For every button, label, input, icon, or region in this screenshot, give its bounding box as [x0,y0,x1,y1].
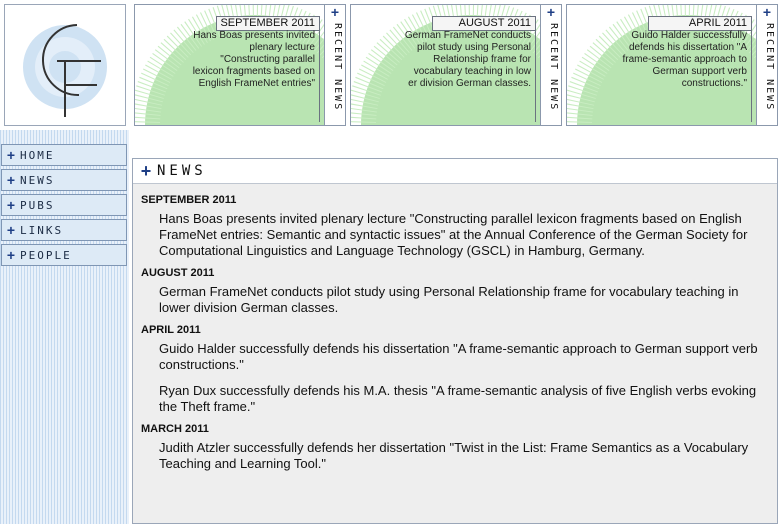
card-text: German FrameNet conducts pilot study using Personal Relationship frame for vocabulary teaching in low er division German classes. [404,30,536,122]
news-entry: Hans Boas presents invited plenary lecture "Constructing parallel lexicon fragments based on English FrameNet entries: Semantic and syntactic issues" at the Annual Conference of the German Society for Computational Linguistics and Language Technology (GSCL) in Hamburg, Germany. [159,211,748,258]
plus-icon: + [762,4,772,20]
plus-icon: + [6,222,16,238]
card-date: SEPTEMBER 2011 [216,16,320,31]
news-entry: Guido Halder successfully defends his dissertation "A frame-semantic approach to German support verb constructions." [159,341,758,372]
news-section-date: AUGUST 2011 [141,267,215,279]
nav-item-label: HOME [20,148,55,162]
nav-item-label: PEOPLE [20,248,72,262]
strip-label: RECENT NEWS [764,23,775,112]
news-section-date: APRIL 2011 [141,324,201,336]
news-list [133,184,777,472]
news-panel [132,158,778,524]
nav-item-label: NEWS [20,173,55,187]
card-text: Hans Boas presents invited plenary lecture "Constructing parallel lexicon fragments based on English FrameNet entries" [188,30,320,122]
recent-news-card-3[interactable] [566,4,778,126]
card-date: AUGUST 2011 [432,16,536,31]
sidebar-nav [0,130,129,524]
plus-icon: + [6,197,16,213]
news-entry: German FrameNet conducts pilot study using Personal Relationship frame for vocabulary teaching in lower division German classes. [159,284,739,315]
recent-news-card-1[interactable] [134,4,346,126]
plus-icon: + [546,4,556,20]
strip-label: RECENT NEWS [548,23,559,112]
nav-item-pubs[interactable] [1,194,127,216]
recent-news-strip[interactable] [756,5,777,125]
plus-icon: + [140,160,152,181]
card-text: Guido Halder successfully defends his dissertation "A frame-semantic approach to German support verb constructions." [620,30,752,122]
card-date: APRIL 2011 [648,16,752,31]
strip-label: RECENT NEWS [332,23,343,112]
nav-item-news[interactable] [1,169,127,191]
nav-item-label: LINKS [20,223,64,237]
news-entry: Judith Atzler successfully defends her dissertation "Twist in the List: Frame Semantics as a Vocabulary Teaching and Learning Tool." [159,440,749,471]
plus-icon: + [6,247,16,263]
nav-item-label: PUBS [20,198,55,212]
recent-news-strip[interactable] [540,5,561,125]
news-section-date: SEPTEMBER 2011 [141,194,237,206]
plus-icon: + [330,4,340,20]
plus-icon: + [6,172,16,188]
news-header [133,159,777,184]
nav-item-home[interactable] [1,144,127,166]
recent-news-card-2[interactable] [350,4,562,126]
recent-news-strip[interactable] [324,5,345,125]
nav-item-people[interactable] [1,244,127,266]
nav-item-links[interactable] [1,219,127,241]
site-logo[interactable] [4,4,126,126]
plus-icon: + [6,147,16,163]
news-section-date: MARCH 2011 [141,423,209,435]
news-entry: Ryan Dux successfully defends his M.A. thesis "A frame-semantic analysis of five English verbs evoking the Theft frame." [159,383,757,414]
gfn-logo-icon [5,5,125,125]
page-title: NEWS [157,163,207,179]
